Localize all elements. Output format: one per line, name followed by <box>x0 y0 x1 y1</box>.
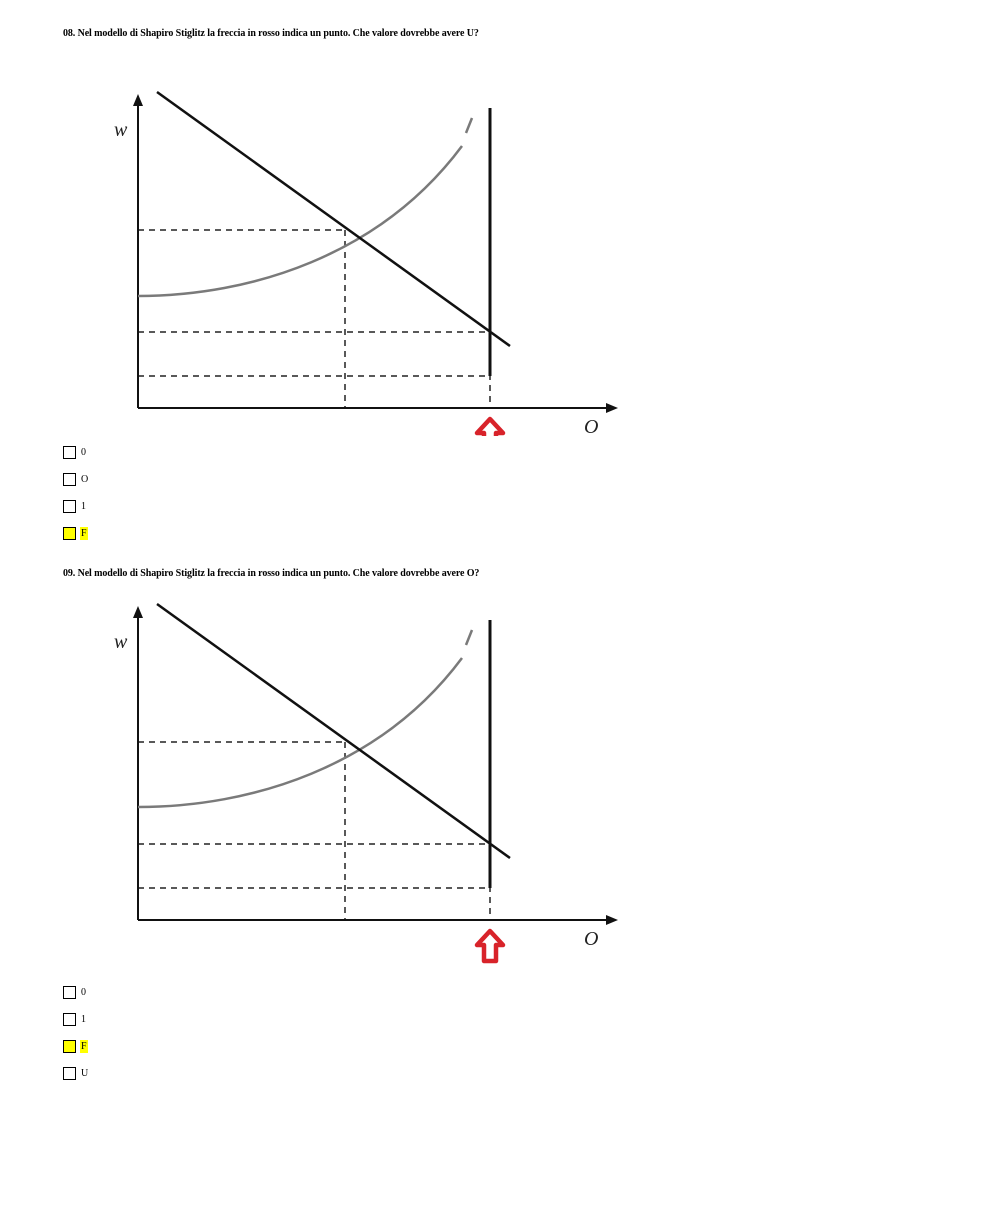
dashed-guides <box>138 230 490 408</box>
diagram-svg <box>100 56 640 436</box>
answer-option[interactable] <box>63 446 89 473</box>
option-label: F <box>81 1041 87 1052</box>
checkbox-icon[interactable] <box>63 527 76 540</box>
axes <box>133 94 618 413</box>
y-axis-label: w <box>114 119 128 141</box>
option-label: F <box>81 528 87 539</box>
answer-options <box>63 446 89 554</box>
checkbox-icon[interactable] <box>63 1040 76 1053</box>
dashed-guides <box>138 742 490 920</box>
option-label: 1 <box>81 501 86 512</box>
no-shirking-curve <box>138 658 462 807</box>
no-shirking-curve-tail <box>466 630 472 645</box>
checkbox-icon[interactable] <box>63 1013 76 1026</box>
y-axis-label: w <box>114 631 128 653</box>
option-label: U <box>81 1068 89 1079</box>
answer-option-selected[interactable] <box>63 527 89 554</box>
checkbox-icon[interactable] <box>63 500 76 513</box>
no-shirking-curve-tail <box>466 118 472 133</box>
x-axis-label: O <box>584 416 599 436</box>
answer-option-selected[interactable] <box>63 1040 89 1067</box>
option-label: 0 <box>81 987 86 998</box>
answer-option[interactable] <box>63 1067 89 1094</box>
red-arrow-icon <box>477 931 503 961</box>
no-shirking-curve <box>138 146 462 296</box>
x-axis-arrow-icon <box>606 403 618 413</box>
diagram-svg <box>100 596 640 976</box>
question-title: 09. Nel modello di Shapiro Stiglitz la freccia in rosso indica un punto. Che valore dovrebbe avere O? <box>63 568 480 579</box>
red-arrow-icon <box>477 419 503 436</box>
y-axis-arrow-icon <box>133 94 143 106</box>
answer-option[interactable] <box>63 473 89 500</box>
axes <box>133 606 618 925</box>
checkbox-icon[interactable] <box>63 986 76 999</box>
option-label: 0 <box>81 447 86 458</box>
x-axis-label: O <box>584 928 599 950</box>
x-axis-arrow-icon <box>606 915 618 925</box>
y-axis-arrow-icon <box>133 606 143 618</box>
option-label: 1 <box>81 1014 86 1025</box>
labor-demand-line <box>157 92 510 346</box>
answer-option[interactable] <box>63 500 89 527</box>
answer-option[interactable] <box>63 986 89 1013</box>
checkbox-icon[interactable] <box>63 1067 76 1080</box>
question-title: 08. Nel modello di Shapiro Stiglitz la freccia in rosso indica un punto. Che valore dovrebbe avere U? <box>63 28 479 39</box>
option-label: O <box>81 474 89 485</box>
answer-option[interactable] <box>63 1013 89 1040</box>
shapiro-stiglitz-diagram <box>100 56 640 436</box>
labor-demand-line <box>157 604 510 858</box>
shapiro-stiglitz-diagram <box>100 596 640 976</box>
checkbox-icon[interactable] <box>63 473 76 486</box>
answer-options <box>63 986 89 1094</box>
checkbox-icon[interactable] <box>63 446 76 459</box>
